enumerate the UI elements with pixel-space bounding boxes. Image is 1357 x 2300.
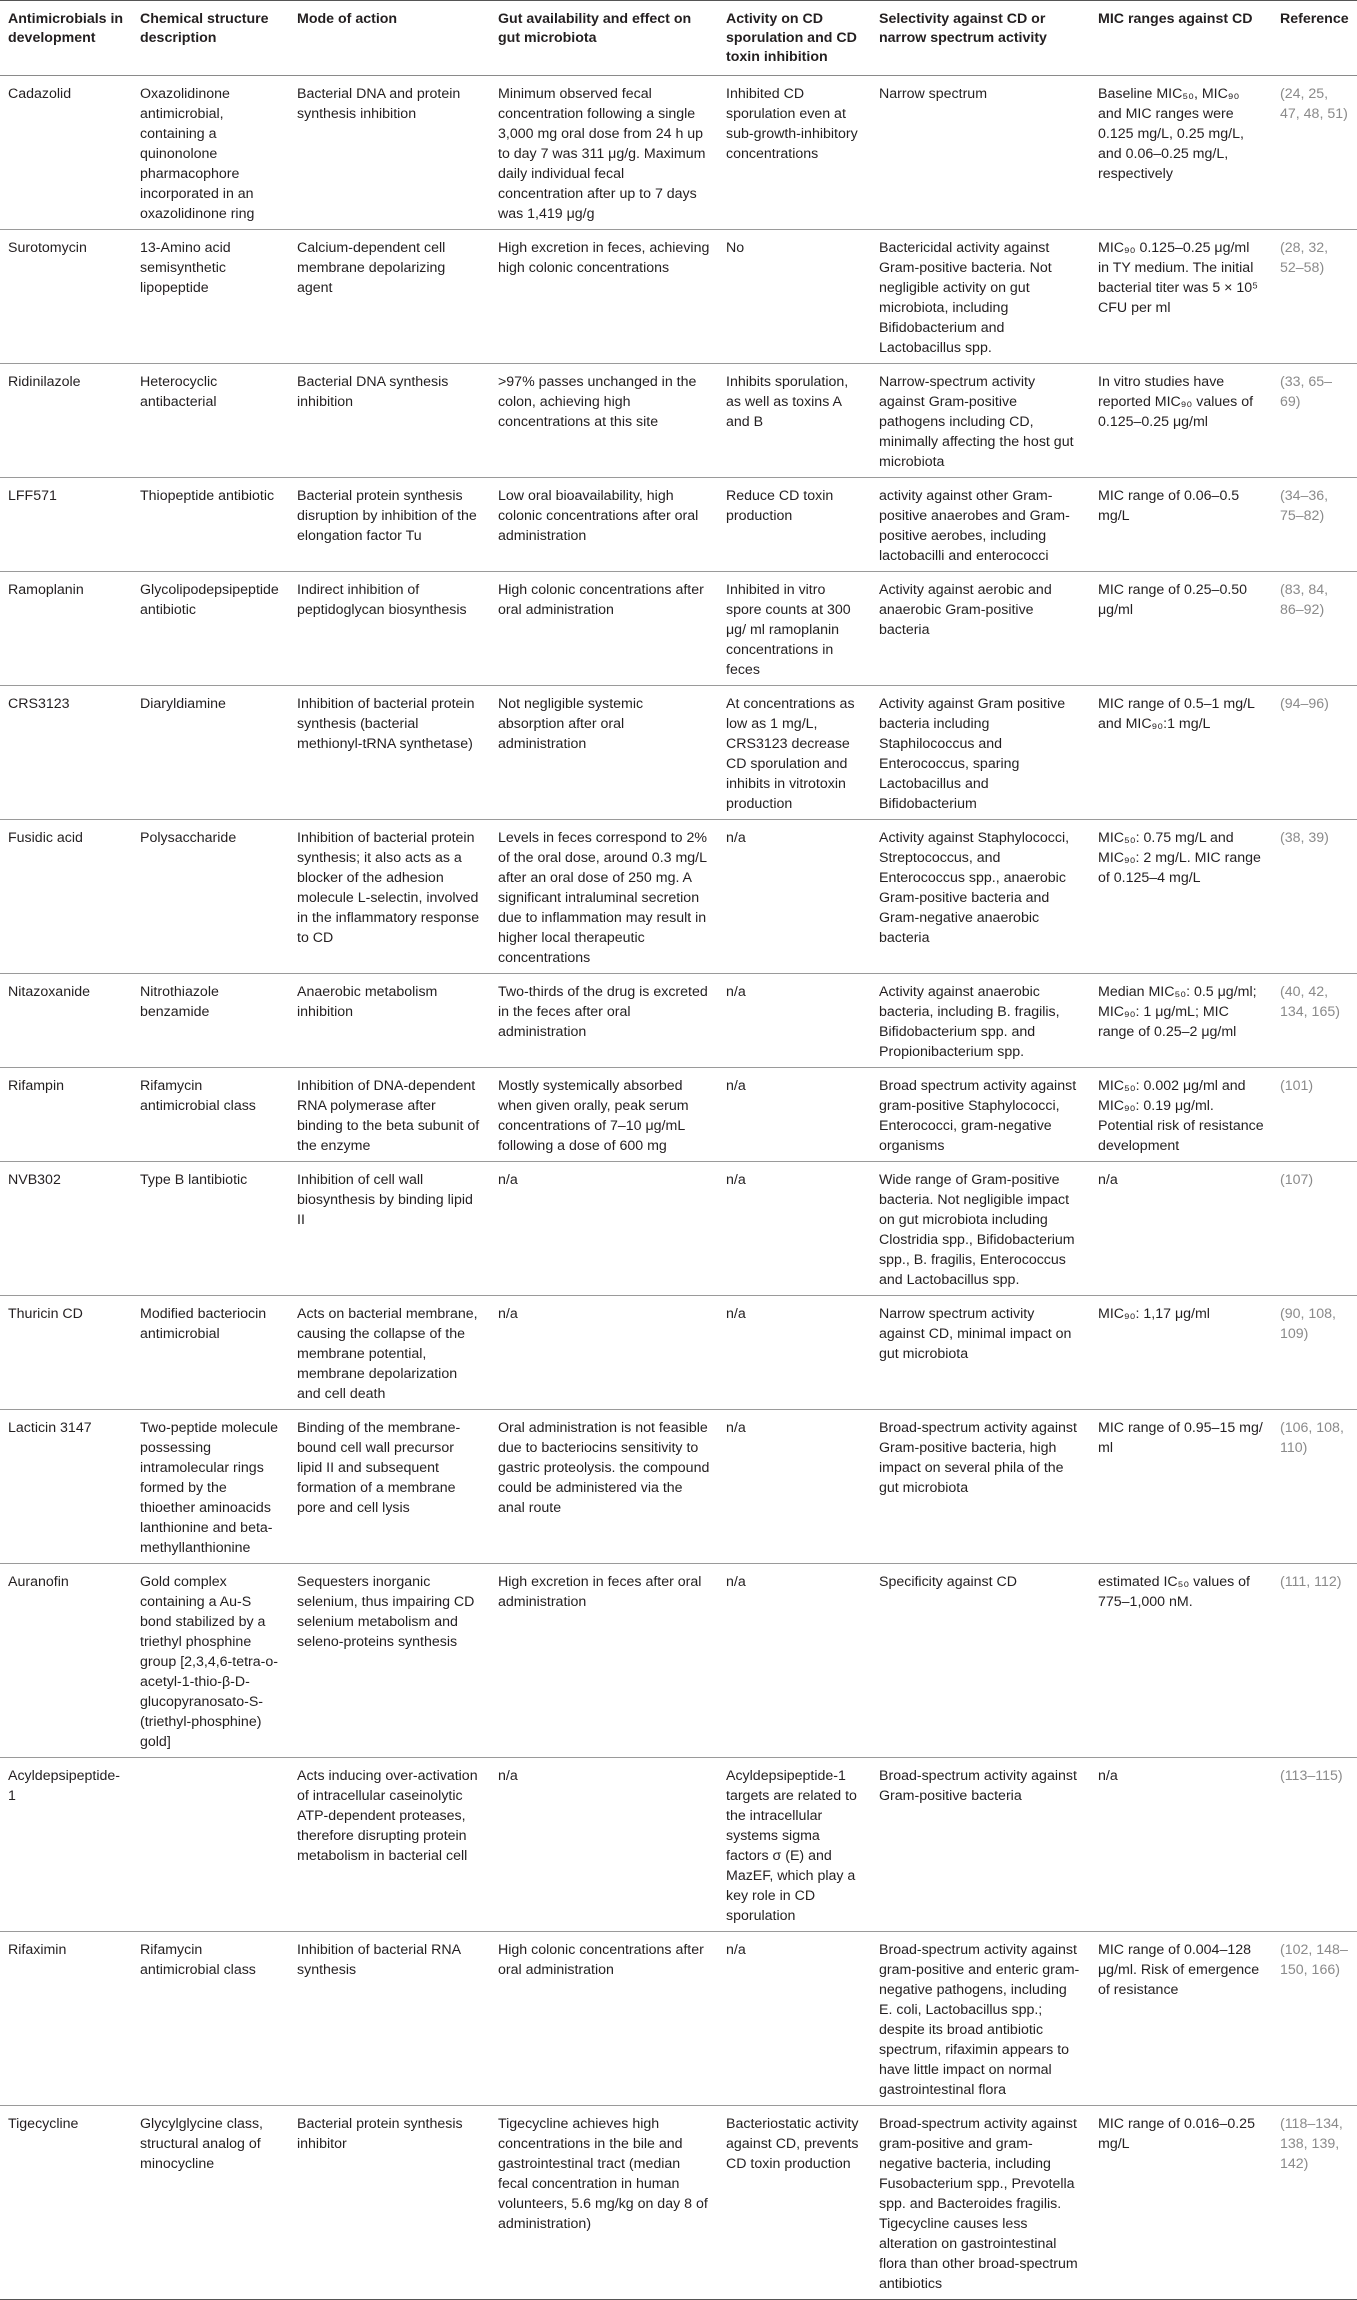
cell-structure: Diaryldiamine — [132, 686, 289, 820]
table-header-row — [0, 1, 1357, 76]
cell-action: Acts on bacterial membrane, causing the collapse of the membrane potential, membrane depolarization and cell death — [289, 1296, 490, 1410]
cell-name: Ramoplanin — [0, 572, 132, 686]
cell-gut: >97% passes unchanged in the colon, achieving high concentrations at this site — [490, 364, 718, 478]
cell-sporulation: n/a — [718, 1932, 871, 2106]
cell-name: Rifaximin — [0, 1932, 132, 2106]
cell-selectivity: Narrow spectrum activity against CD, minimal impact on gut microbiota — [871, 1296, 1090, 1410]
cell-action: Inhibition of bacterial protein synthesis (bacterial methionyl-tRNA synthetase) — [289, 686, 490, 820]
cell-sporulation: n/a — [718, 1068, 871, 1162]
cell-structure: Rifamycin antimicrobial class — [132, 1932, 289, 2106]
cell-selectivity: Narrow-spectrum activity against Gram-positive pathogens including CD, minimally affecting the host gut microbiota — [871, 364, 1090, 478]
cell-structure: Two-peptide molecule possessing intramolecular rings formed by the thioether aminoacids lanthionine and beta-methyllanthionine — [132, 1410, 289, 1564]
cell-structure: Modified bacteriocin antimicrobial — [132, 1296, 289, 1410]
header-cd-sporulation: Activity on CD sporulation and CD toxin inhibition — [718, 1, 871, 76]
cell-selectivity: Activity against anaerobic bacteria, including B. fragilis, Bifidobacterium spp. and Propionibacterium spp. — [871, 974, 1090, 1068]
cell-sporulation: No — [718, 230, 871, 364]
cell-mic: MIC₉₀: 1,17 μg/ml — [1090, 1296, 1272, 1410]
cell-action: Calcium-dependent cell membrane depolarizing agent — [289, 230, 490, 364]
cell-action: Bacterial DNA synthesis inhibition — [289, 364, 490, 478]
cell-selectivity: Activity against Gram positive bacteria including Staphilococcus and Enterococcus, sparing Lactobacillus and Bifidobacterium — [871, 686, 1090, 820]
table-row — [0, 1162, 1357, 1296]
cell-structure: Oxazolidinone antimicrobial, containing a quinonolone pharmacophore incorporated in an oxazolidinone ring — [132, 76, 289, 230]
table-row — [0, 686, 1357, 820]
cell-action: Inhibition of bacterial RNA synthesis — [289, 1932, 490, 2106]
cell-selectivity: Activity against aerobic and anaerobic Gram-positive bacteria — [871, 572, 1090, 686]
cell-reference: (28, 32, 52–58) — [1272, 230, 1357, 364]
header-mode-of-action: Mode of action — [289, 1, 490, 76]
cell-sporulation: n/a — [718, 820, 871, 974]
cell-reference: (107) — [1272, 1162, 1357, 1296]
cell-mic: In vitro studies have reported MIC₉₀ values of 0.125–0.25 μg/ml — [1090, 364, 1272, 478]
cell-gut: Low oral bioavailability, high colonic concentrations after oral administration — [490, 478, 718, 572]
cell-sporulation: Bacteriostatic activity against CD, prevents CD toxin production — [718, 2106, 871, 2300]
cell-mic: MIC₅₀: 0.75 mg/L and MIC₉₀: 2 mg/L. MIC range of 0.125–4 mg/L — [1090, 820, 1272, 974]
cell-name: Cadazolid — [0, 76, 132, 230]
cell-name: Rifampin — [0, 1068, 132, 1162]
cell-mic: n/a — [1090, 1162, 1272, 1296]
header-gut-availability: Gut availability and effect on gut microbiota — [490, 1, 718, 76]
cell-structure: 13-Amino acid semisynthetic lipopeptide — [132, 230, 289, 364]
header-selectivity: Selectivity against CD or narrow spectrum activity — [871, 1, 1090, 76]
cell-selectivity: Specificity against CD — [871, 1564, 1090, 1758]
cell-sporulation: n/a — [718, 1296, 871, 1410]
cell-action: Bacterial protein synthesis disruption by inhibition of the elongation factor Tu — [289, 478, 490, 572]
cell-selectivity: Wide range of Gram-positive bacteria. Not negligible impact on gut microbiota including Clostridia spp., Bifidobacterium spp., B. fragilis, Enterococcus and Lactobacillus spp. — [871, 1162, 1090, 1296]
cell-reference: (40, 42, 134, 165) — [1272, 974, 1357, 1068]
cell-sporulation: Acyldepsipeptide-1 targets are related to the intracellular systems sigma factors σ (E) and MazEF, which play a key role in CD sporulation — [718, 1758, 871, 1932]
cell-mic: MIC range of 0.95–15 mg/ ml — [1090, 1410, 1272, 1564]
cell-reference: (102, 148–150, 166) — [1272, 1932, 1357, 2106]
cell-reference: (90, 108, 109) — [1272, 1296, 1357, 1410]
cell-reference: (111, 112) — [1272, 1564, 1357, 1758]
cell-structure: Gold complex containing a Au-S bond stabilized by a triethyl phosphine group [2,3,4,6-tetra-o-acetyl-1-thio-β-D-glucopyranosato-S-(triethyl-phosphine) gold] — [132, 1564, 289, 1758]
cell-selectivity: Activity against Staphylococci, Streptococcus, and Enterococcus spp., anaerobic Gram-positive bacteria and Gram-negative anaerobic bacteria — [871, 820, 1090, 974]
cell-name: Nitazoxanide — [0, 974, 132, 1068]
table-body — [0, 76, 1357, 2300]
cell-gut: Not negligible systemic absorption after oral administration — [490, 686, 718, 820]
cell-structure: Nitrothiazole benzamide — [132, 974, 289, 1068]
header-reference: Reference — [1272, 1, 1357, 76]
table-row — [0, 76, 1357, 230]
cell-structure: Heterocyclic antibacterial — [132, 364, 289, 478]
table-row — [0, 572, 1357, 686]
cell-gut: Minimum observed fecal concentration following a single 3,000 mg oral dose from 24 h up to day 7 was 311 μg/g. Maximum daily individual fecal concentration after up to 7 days was 1,419 μg/g — [490, 76, 718, 230]
cell-action: Bacterial DNA and protein synthesis inhibition — [289, 76, 490, 230]
cell-gut: n/a — [490, 1758, 718, 1932]
cell-sporulation: n/a — [718, 1564, 871, 1758]
cell-action: Binding of the membrane-bound cell wall precursor lipid II and subsequent formation of a membrane pore and cell lysis — [289, 1410, 490, 1564]
table-row — [0, 1410, 1357, 1564]
cell-selectivity: activity against other Gram-positive anaerobes and Gram-positive aerobes, including lactobacilli and enterococci — [871, 478, 1090, 572]
cell-sporulation: Inhibits sporulation, as well as toxins A and B — [718, 364, 871, 478]
table-row — [0, 1758, 1357, 1932]
table-row — [0, 1068, 1357, 1162]
cell-name: Surotomycin — [0, 230, 132, 364]
cell-reference: (113–115) — [1272, 1758, 1357, 1932]
cell-gut: Mostly systemically absorbed when given orally, peak serum concentrations of 7–10 μg/mL following a dose of 600 mg — [490, 1068, 718, 1162]
cell-mic: MIC range of 0.06–0.5 mg/L — [1090, 478, 1272, 572]
cell-name: Ridinilazole — [0, 364, 132, 478]
cell-gut: Levels in feces correspond to 2% of the oral dose, around 0.3 mg/L after an oral dose of 250 mg. A significant intraluminal secretion due to inflammation may result in higher local therapeutic concentrations — [490, 820, 718, 974]
cell-mic: MIC range of 0.004–128 μg/ml. Risk of emergence of resistance — [1090, 1932, 1272, 2106]
cell-structure: Rifamycin antimicrobial class — [132, 1068, 289, 1162]
cell-reference: (24, 25, 47, 48, 51) — [1272, 76, 1357, 230]
cell-mic: MIC₅₀: 0.002 μg/ml and MIC₉₀: 0.19 μg/ml. Potential risk of resistance development — [1090, 1068, 1272, 1162]
cell-selectivity: Bactericidal activity against Gram-positive bacteria. Not negligible activity on gut microbiota, including Bifidobacterium and Lactobacillus spp. — [871, 230, 1090, 364]
cell-name: CRS3123 — [0, 686, 132, 820]
cell-mic: MIC range of 0.016–0.25 mg/L — [1090, 2106, 1272, 2300]
cell-selectivity: Broad-spectrum activity against gram-positive and gram-negative bacteria, including Fusobacterium spp., Prevotella spp. and Bacteroides fragilis. Tigecycline causes less alteration on gastrointestinal flora than other broad-spectrum antibiotics — [871, 2106, 1090, 2300]
cell-selectivity: Broad spectrum activity against gram-positive Staphylococci, Enterococci, gram-negative organisms — [871, 1068, 1090, 1162]
table-row — [0, 1564, 1357, 1758]
cell-reference: (83, 84, 86–92) — [1272, 572, 1357, 686]
cell-name: Acyldepsipeptide-1 — [0, 1758, 132, 1932]
cell-selectivity: Broad-spectrum activity against gram-positive and enteric gram-negative pathogens, including E. coli, Lactobacillus spp.; despite its broad antibiotic spectrum, rifaximin appears to have little impact on normal gastrointestinal flora — [871, 1932, 1090, 2106]
cell-gut: n/a — [490, 1162, 718, 1296]
cell-mic: MIC range of 0.25–0.50 μg/ml — [1090, 572, 1272, 686]
table-row — [0, 974, 1357, 1068]
cell-reference: (101) — [1272, 1068, 1357, 1162]
cell-sporulation: n/a — [718, 1410, 871, 1564]
cell-name: Fusidic acid — [0, 820, 132, 974]
cell-structure: Thiopeptide antibiotic — [132, 478, 289, 572]
cell-sporulation: Inhibited in vitro spore counts at 300 μg/ ml ramoplanin concentrations in feces — [718, 572, 871, 686]
header-antimicrobials: Antimicrobials in development — [0, 1, 132, 76]
cell-structure: Glycylglycine class, structural analog of minocycline — [132, 2106, 289, 2300]
cell-name: Auranofin — [0, 1564, 132, 1758]
cell-reference: (34–36, 75–82) — [1272, 478, 1357, 572]
cell-action: Anaerobic metabolism inhibition — [289, 974, 490, 1068]
cell-gut: Two-thirds of the drug is excreted in the feces after oral administration — [490, 974, 718, 1068]
cell-selectivity: Broad-spectrum activity against Gram-positive bacteria — [871, 1758, 1090, 1932]
header-chemical-structure: Chemical structure description — [132, 1, 289, 76]
cell-name: LFF571 — [0, 478, 132, 572]
cell-mic: MIC range of 0.5–1 mg/L and MIC₉₀:1 mg/L — [1090, 686, 1272, 820]
cell-action: Inhibition of cell wall biosynthesis by binding lipid II — [289, 1162, 490, 1296]
table-row — [0, 364, 1357, 478]
cell-reference: (94–96) — [1272, 686, 1357, 820]
cell-reference: (106, 108, 110) — [1272, 1410, 1357, 1564]
table-row — [0, 1296, 1357, 1410]
cell-reference: (38, 39) — [1272, 820, 1357, 974]
cell-reference: (118–134, 138, 139, 142) — [1272, 2106, 1357, 2300]
cell-gut: Oral administration is not feasible due to bacteriocins sensitivity to gastric proteolysis. the compound could be administered via the anal route — [490, 1410, 718, 1564]
cell-mic: n/a — [1090, 1758, 1272, 1932]
cell-structure: Polysaccharide — [132, 820, 289, 974]
cell-selectivity: Broad-spectrum activity against Gram-positive bacteria, high impact on several phila of the gut microbiota — [871, 1410, 1090, 1564]
cell-gut: n/a — [490, 1296, 718, 1410]
cell-action: Acts inducing over-activation of intracellular caseinolytic ATP-dependent proteases, therefore disrupting protein metabolism in bacterial cell — [289, 1758, 490, 1932]
cell-action: Bacterial protein synthesis inhibitor — [289, 2106, 490, 2300]
cell-action: Inhibition of bacterial protein synthesis; it also acts as a blocker of the adhesion molecule L-selectin, involved in the inflammatory response to CD — [289, 820, 490, 974]
cell-gut: High colonic concentrations after oral administration — [490, 1932, 718, 2106]
table-row — [0, 1932, 1357, 2106]
cell-mic: Median MIC₅₀: 0.5 μg/ml; MIC₉₀: 1 μg/mL; MIC range of 0.25–2 μg/ml — [1090, 974, 1272, 1068]
cell-gut: High colonic concentrations after oral administration — [490, 572, 718, 686]
cell-structure: Glycolipodepsipeptide antibiotic — [132, 572, 289, 686]
header-mic-ranges: MIC ranges against CD — [1090, 1, 1272, 76]
cell-structure — [132, 1758, 289, 1932]
cell-mic: estimated IC₅₀ values of 775–1,000 nM. — [1090, 1564, 1272, 1758]
cell-action: Indirect inhibition of peptidoglycan biosynthesis — [289, 572, 490, 686]
cell-reference: (33, 65–69) — [1272, 364, 1357, 478]
cell-name: Tigecycline — [0, 2106, 132, 2300]
cell-mic: Baseline MIC₅₀, MIC₉₀ and MIC ranges were 0.125 mg/L, 0.25 mg/L, and 0.06–0.25 mg/L, respectively — [1090, 76, 1272, 230]
cell-sporulation: n/a — [718, 1162, 871, 1296]
cell-sporulation: n/a — [718, 974, 871, 1068]
cell-mic: MIC₉₀ 0.125–0.25 μg/ml in TY medium. The initial bacterial titer was 5 × 10⁵ CFU per ml — [1090, 230, 1272, 364]
cell-gut: High excretion in feces after oral administration — [490, 1564, 718, 1758]
cell-selectivity: Narrow spectrum — [871, 76, 1090, 230]
cell-name: Lacticin 3147 — [0, 1410, 132, 1564]
table-row — [0, 820, 1357, 974]
cell-name: NVB302 — [0, 1162, 132, 1296]
cell-sporulation: Reduce CD toxin production — [718, 478, 871, 572]
cell-name: Thuricin CD — [0, 1296, 132, 1410]
cell-sporulation: At concentrations as low as 1 mg/L, CRS3123 decrease CD sporulation and inhibits in vitrotoxin production — [718, 686, 871, 820]
table-row — [0, 478, 1357, 572]
cell-sporulation: Inhibited CD sporulation even at sub-growth-inhibitory concentrations — [718, 76, 871, 230]
table-row — [0, 2106, 1357, 2300]
table-row — [0, 230, 1357, 364]
cell-gut: Tigecycline achieves high concentrations in the bile and gastrointestinal tract (median fecal concentration in human volunteers, 5.6 mg/kg on day 8 of administration) — [490, 2106, 718, 2300]
cell-action: Inhibition of DNA-dependent RNA polymerase after binding to the beta subunit of the enzyme — [289, 1068, 490, 1162]
cell-action: Sequesters inorganic selenium, thus impairing CD selenium metabolism and seleno-proteins synthesis — [289, 1564, 490, 1758]
cell-gut: High excretion in feces, achieving high colonic concentrations — [490, 230, 718, 364]
cell-structure: Type B lantibiotic — [132, 1162, 289, 1296]
